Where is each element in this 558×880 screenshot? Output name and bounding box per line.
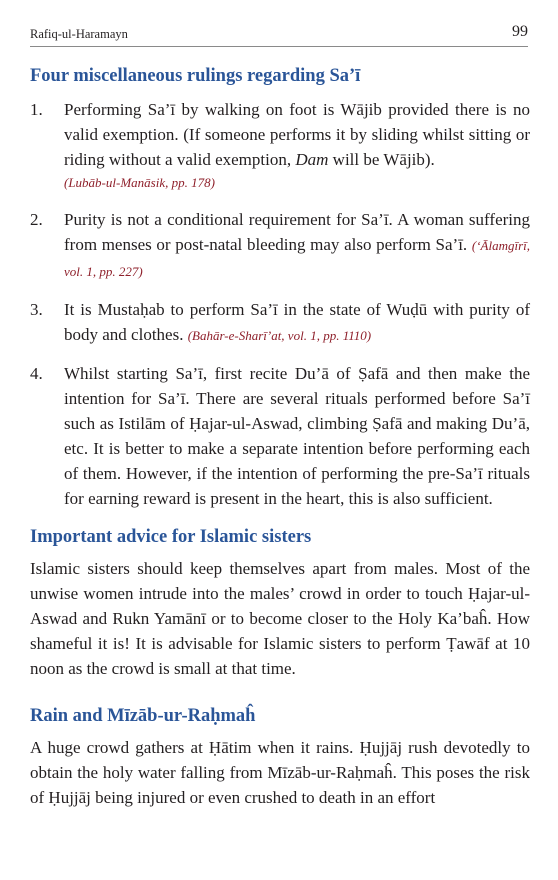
list-item: [30, 361, 530, 511]
paragraph: A huge crowd gathers at Ḥātim when it rains. Ḥujjāj rush devotedly to obtain the holy water falling from Mīzāb-ur-Raḥmaĥ. This poses the risk of Ḥujjāj being injured or even crushed to death in an effort: [30, 738, 530, 807]
book-title: Rafiq-ul-Haramayn: [30, 27, 128, 41]
list-item-italic-term: Dam: [295, 150, 329, 169]
list-item: [30, 97, 530, 194]
rulings-list: [30, 97, 530, 511]
list-item: [30, 207, 530, 284]
citation: (‘Ālamgīrī, vol. 1, pp. 227): [64, 238, 530, 279]
list-item-number: 4.: [30, 364, 43, 383]
list-item: [30, 297, 530, 348]
section-rain-mizab: [30, 703, 530, 810]
list-item-text: Whilst starting Sa’ī, first recite Du’ā of Ṣafā and then make the intention for Sa’ī. There are several rituals performed before Sa’ī such as Istilām of Ḥajar-ul-Aswad, climbing Ṣafā and making Du’ā, etc. It is better to make a separate intention before performing each of them. However, if the intention of performing the pre-Sa’ī rituals for earning reward is present in the heart, this is also sufficient.: [64, 364, 530, 508]
list-item-text-part: It is Mustaḥab to perform Sa’ī in the state of Wuḍū with purity of body and clothes.: [64, 300, 530, 344]
list-item-text-part: Performing Sa’ī by walking on foot is Wājib provided there is no valid exemption. (If someone performs it by sliding whilst sitting or riding without a valid exemption,: [64, 100, 530, 169]
list-item-text-part: Purity is not a conditional requirement for Sa’ī. A woman suffering from menses or post-natal bleeding may also perform Sa’ī.: [64, 210, 530, 254]
paragraph: Islamic sisters should keep themselves apart from males. Most of the unwise women intrude into the males’ crowd in order to touch Ḥajar-ul-Aswad and Rukn Yamānī or to become closer to the Holy Ka’baĥ. How shameful it is! It is advisable for Islamic sisters to perform Ṭawāf at 10 noon as the crowd is small at that time.: [30, 559, 530, 678]
section-heading-rain-mizab: Rain and Mīzāb-ur-Raḥmaĥ: [30, 706, 256, 726]
page-number: 99: [512, 23, 528, 40]
list-item-number: 2.: [30, 210, 43, 229]
list-item-text-part: will be Wājib).: [328, 150, 435, 169]
section-heading-sai-rulings: Four miscellaneous rulings regarding Sa’ī: [30, 66, 361, 86]
section-heading-sisters-advice: Important advice for Islamic sisters: [30, 527, 312, 547]
list-item-number: 1.: [30, 100, 43, 119]
list-item-text: [64, 97, 530, 172]
page-body: [30, 63, 530, 810]
list-item-text: [64, 207, 530, 284]
section-sisters-advice: [30, 524, 530, 681]
list-item-number: 3.: [30, 300, 43, 319]
citation: (Bahār-e-Sharī’at, vol. 1, pp. 1110): [187, 328, 372, 343]
citation: (Lubāb-ul-Manāsik, pp. 178): [64, 175, 215, 190]
page-header: [30, 20, 528, 47]
list-item-text: [64, 297, 530, 348]
